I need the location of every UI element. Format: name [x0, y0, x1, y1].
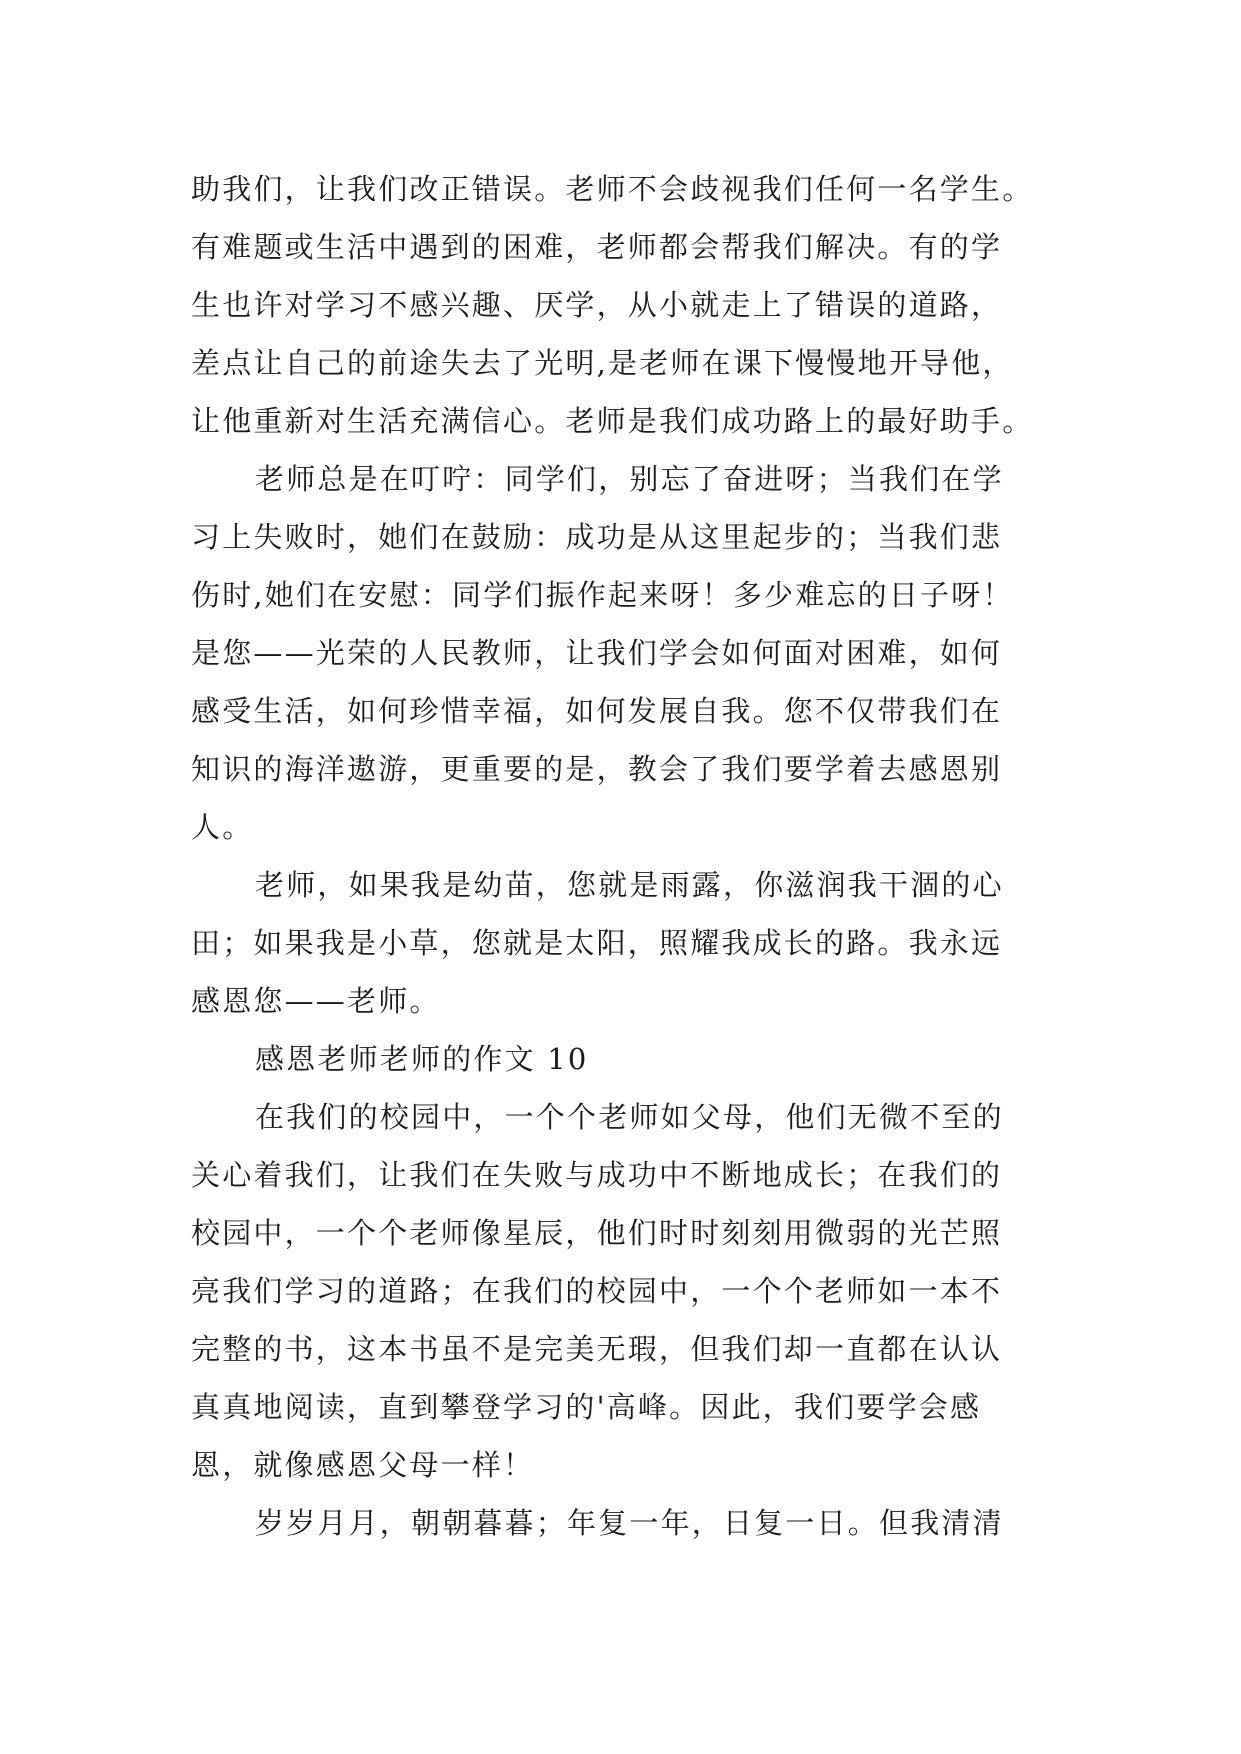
text-line: 让他重新对生活充满信心。老师是我们成功路上的最好助手。 — [191, 404, 1034, 438]
text-line: 知识的海洋遨游，更重要的是，教会了我们要学着去感恩别 — [191, 752, 1003, 786]
text-line: 田；如果我是小草，您就是太阳，照耀我成长的路。我永远 — [191, 926, 1003, 960]
text-line: 感受生活，如何珍惜幸福，如何发展自我。您不仅带我们在 — [191, 694, 1003, 728]
section-heading: 感恩老师老师的作文 10 — [255, 1042, 589, 1076]
text-line: 真真地阅读，直到攀登学习的'高峰。因此，我们要学会感 — [191, 1390, 982, 1424]
text-line: 感恩您——老师。 — [191, 984, 441, 1018]
text-line: 是您——光荣的人民教师，让我们学会如何面对困难，如何 — [191, 636, 1003, 670]
text-line: 生也许对学习不感兴趣、厌学，从小就走上了错误的道路， — [191, 288, 1003, 322]
text-line: 完整的书，这本书虽不是完美无瑕，但我们却一直都在认认 — [191, 1332, 1003, 1366]
text-line: 恩，就像感恩父母一样！ — [191, 1448, 535, 1482]
text-line: 助我们，让我们改正错误。老师不会歧视我们任何一名学生。 — [191, 172, 1034, 206]
paragraph-first-line: 老师总是在叮咛：同学们，别忘了奋进呀；当我们在学 — [255, 462, 1004, 496]
document-body — [191, 160, 1071, 1552]
text-line: 校园中，一个个老师像星辰，他们时时刻刻用微弱的光芒照 — [191, 1216, 1003, 1250]
paragraph-first-line: 岁岁月月，朝朝暮暮；年复一年，日复一日。但我清清 — [255, 1506, 1004, 1540]
text-line: 有难题或生活中遇到的困难，老师都会帮我们解决。有的学 — [191, 230, 1003, 264]
text-line: 伤时,她们在安慰：同学们振作起来呀！多少难忘的日子呀！ — [191, 578, 1014, 612]
text-line: 关心着我们，让我们在失败与成功中不断地成长；在我们的 — [191, 1158, 1003, 1192]
text-line: 习上失败时，她们在鼓励：成功是从这里起步的；当我们悲 — [191, 520, 1003, 554]
text-line: 亮我们学习的道路；在我们的校园中，一个个老师如一本不 — [191, 1274, 1003, 1308]
paragraph-first-line: 在我们的校园中，一个个老师如父母，他们无微不至的 — [255, 1100, 1004, 1134]
paragraph-first-line: 老师，如果我是幼苗，您就是雨露，你滋润我干涸的心 — [255, 868, 1004, 902]
text-line: 人。 — [191, 810, 254, 844]
text-line: 差点让自己的前途失去了光明,是老师在课下慢慢地开导他， — [191, 346, 1014, 380]
